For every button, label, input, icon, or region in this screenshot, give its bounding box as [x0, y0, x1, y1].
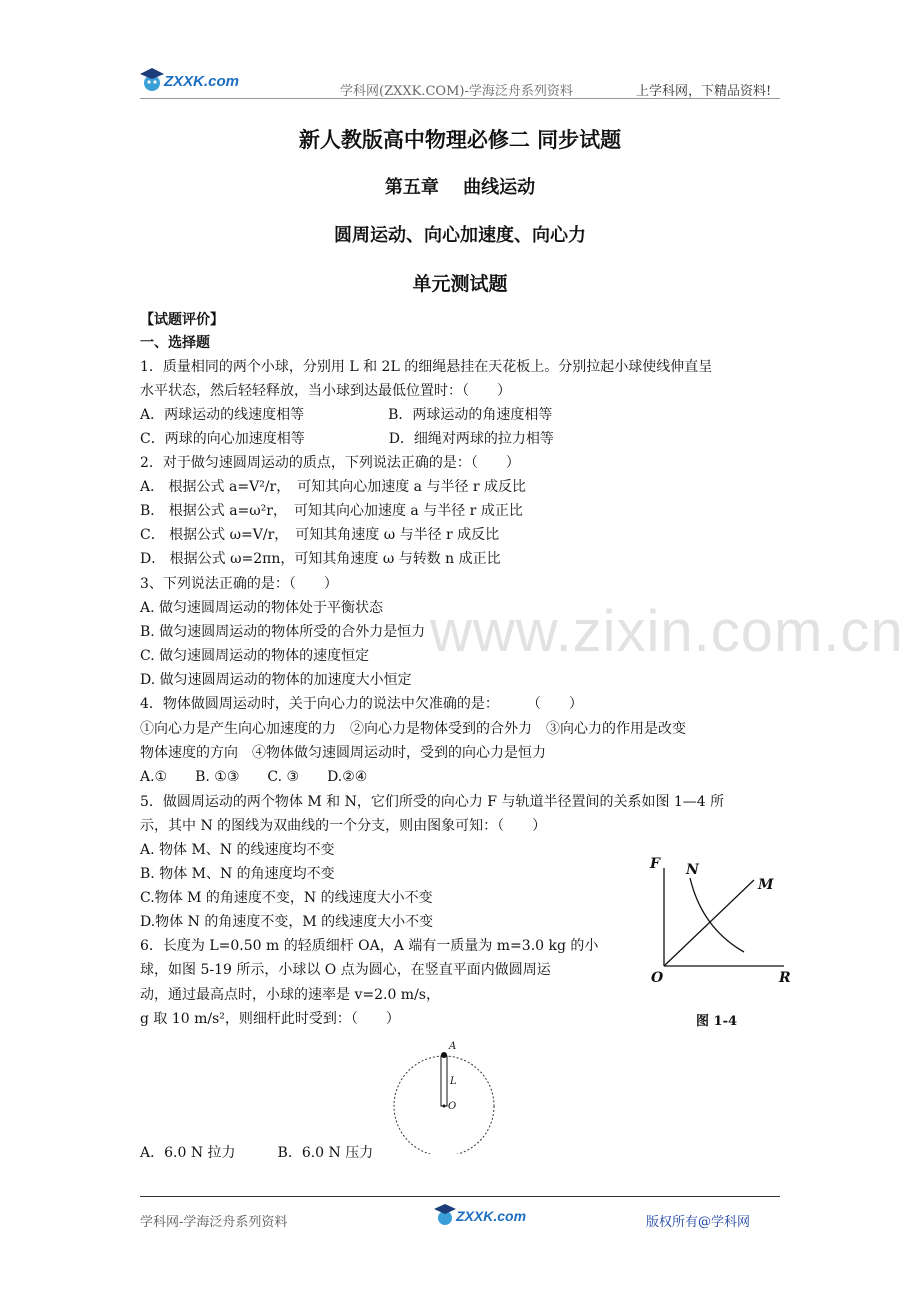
option-line: A. 做匀速圆周运动的物体处于平衡状态	[140, 600, 384, 616]
option-line: A. 物体 M、N 的线速度均不变	[140, 842, 335, 858]
point-a-label: A	[449, 1041, 457, 1052]
question-line: 2．对于做匀速圆周运动的质点，下列说法正确的是：（ ）	[140, 455, 520, 471]
footer-logo	[432, 1202, 542, 1230]
logo-text: ZXXK.com	[164, 73, 240, 90]
question-line: 动，通过最高点时，小球的速率是 v=2.0 m/s，	[140, 987, 440, 1003]
option-line: D. 做匀速圆周运动的物体的加速度大小恒定	[140, 672, 412, 688]
question-line: 5．做圆周运动的两个物体 M 和 N，它们所受的向心力 F 与轨道半径置间的关系如图 1—4 所	[140, 794, 725, 810]
circle-rod-figure	[390, 1044, 500, 1154]
question-line: 球，如图 5-19 所示，小球以 O 点为圆心，在竖直平面内做圆周运	[140, 962, 551, 978]
section-eval: 【试题评价】	[140, 312, 224, 328]
option-line: C.物体 M 的角速度不变，N 的线速度大小不变	[140, 890, 433, 906]
footer-right-link[interactable]: 版权所有@学科网	[646, 1215, 751, 1230]
fig-curve-n-label: N	[686, 862, 699, 878]
point-o-label: O	[448, 1101, 457, 1112]
topic-title: 圆周运动、向心加速度、向心力	[334, 225, 586, 246]
unit-title: 单元测试题	[412, 273, 508, 295]
section-choice: 一、选择题	[140, 335, 210, 351]
option-line: D.物体 N 的角速度不变，M 的线速度大小不变	[140, 914, 434, 930]
fig-origin-label: O	[651, 970, 664, 986]
ball	[441, 1052, 447, 1058]
option-line: B. 做匀速圆周运动的物体所受的合外力是恒力	[140, 624, 426, 640]
header-logo	[138, 66, 248, 96]
question-line: g 取 10 m/s²，则细杆此时受到：（ ）	[140, 1011, 400, 1027]
option-line: D． 根据公式 ω=2πn，可知其角速度 ω 与转数 n 成正比	[140, 551, 501, 567]
main-title: 新人教版高中物理必修二 同步试题	[298, 128, 622, 152]
question-line: 水平状态，然后轻轻释放，当小球到达最低位置时：（ ）	[140, 383, 511, 399]
option-line: A.① B. ①③ C. ③ D.②④	[140, 769, 368, 785]
fig-axis-r-label: R	[779, 970, 791, 986]
figure-caption: 图 1-4	[696, 1014, 738, 1029]
question-line: 3、下列说法正确的是：（ ）	[140, 576, 338, 592]
option-line: C. 做匀速圆周运动的物体的速度恒定	[140, 648, 370, 664]
fig-curve-m-label: M	[758, 877, 774, 893]
footer-left-text: 学科网-学海泛舟系列资料	[140, 1215, 288, 1230]
header-divider	[140, 98, 780, 99]
rod	[441, 1056, 447, 1106]
option-line: B． 根据公式 a=ω²r， 可知其向心加速度 a 与半径 r 成正比	[140, 503, 523, 519]
option-line: B. 物体 M、N 的角速度均不变	[140, 866, 335, 882]
question-line: 1．质量相同的两个小球，分别用 L 和 2L 的细绳悬挂在天花板上。分别拉起小球使线伸直呈	[140, 359, 713, 375]
pivot	[443, 1105, 446, 1108]
m-curve	[664, 880, 754, 966]
question-line: 物体速度的方向 ④物体做匀速圆周运动时，受到的向心力是恒力	[140, 745, 546, 761]
header-center-text: 学科网(ZXXK.COM)-学海泛舟系列资料	[340, 84, 573, 99]
watermark: www.zixin.com.cn	[430, 599, 904, 664]
header-right-text: 上学科网，下精品资料!	[636, 84, 772, 99]
option-line: A．两球运动的线速度相等 B．两球运动的角速度相等	[140, 407, 553, 423]
footer-logo-text: ZXXK.com	[456, 1208, 527, 1224]
q6-options: A．6.0 N 拉力 B．6.0 N 压力	[140, 1145, 374, 1161]
chapter-title: 第五章 曲线运动	[384, 177, 536, 198]
question-line: 示，其中 N 的图线为双曲线的一个分支，则由图象可知：（ ）	[140, 818, 547, 834]
footer-divider	[140, 1196, 780, 1197]
question-line: ①向心力是产生向心加速度的力 ②向心力是物体受到的合外力 ③向心力的作用是改变	[140, 721, 686, 737]
fig-axis-f-label: F	[650, 856, 660, 872]
option-line: C． 根据公式 ω=V/r， 可知其角速度 ω 与半径 r 成反比	[140, 527, 500, 543]
length-l-label: L	[450, 1076, 457, 1087]
question-line: 6．长度为 L=0.50 m 的轻质细杆 OA，A 端有一质量为 m=3.0 kg 的小	[140, 938, 599, 954]
option-line: A． 根据公式 a=V²/r， 可知其向心加速度 a 与半径 r 成反比	[140, 479, 527, 495]
question-line: 4．物体做圆周运动时，关于向心力的说法中欠准确的是： （ ）	[140, 696, 583, 712]
option-line: C．两球的向心加速度相等 D．细绳对两球的拉力相等	[140, 431, 554, 447]
